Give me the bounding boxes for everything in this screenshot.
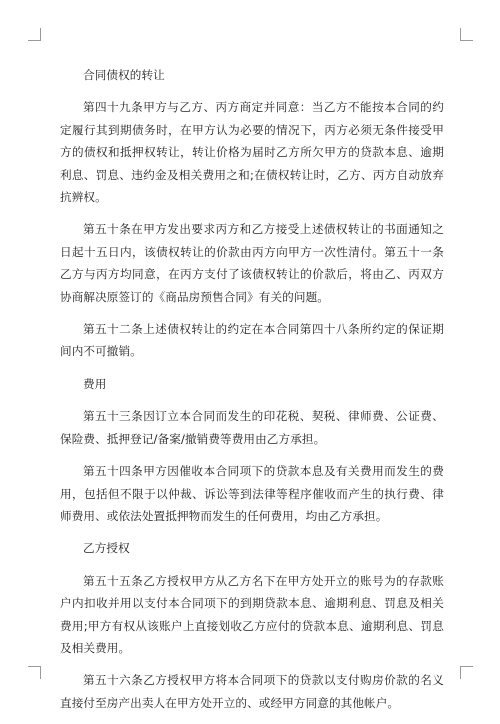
crop-mark-bottom-right [460,666,473,679]
section-heading-assignment: 合同债权的转让 [83,68,165,82]
clause-52: 第五十二条上述债权转让的约定在本合同第四十八条所约定的保证期间内不可撤销。 [60,322,444,359]
section-heading-authorization: 乙方授权 [83,541,130,556]
crop-mark-bottom-left [28,666,41,679]
clause-54: 第五十四条甲方因催收本合同项下的贷款本息及有关费用而发生的费用，包括但不限于以仲裁、诉讼等到法律等程序催收而产生的执行费、律师费用、或依法处置抵押物而发生的任何费用，均由乙方承担。 [60,464,444,523]
clause-50-51: 第五十条在甲方发出要求丙方和乙方接受上述债权转让的书面通知之日起十五日内，该债权转让的价款由丙方向甲方一次性清付。第五十一条乙方与丙方均同意，在丙方支付了该债权转让的价款后，将由乙、丙双方协商解决原签订的《商品房预售合同》有关的问题。 [60,222,444,304]
document-body [60,64,444,724]
crop-mark-top-left [28,28,41,41]
clause-53: 第五十三条因订立本合同而发生的印花税、契税、律师费、公证费、保险费、抵押登记/备案/撤销费等费用由乙方承担。 [60,409,444,446]
clause-55: 第五十五条乙方授权甲方从乙方名下在甲方处开立的账号为的存款账户内扣收并用以支付本合同项下的到期贷款本息、逾期利息、罚息及相关费用;甲方有权从该账户上直接划收乙方应付的贷款本息、逾期利息、罚息及相关费用。 [60,573,444,655]
clause-49: 第四十九条甲方与乙方、丙方商定并同意：当乙方不能按本合同的约定履行其到期债务时，在甲方认为必要的情况下，丙方必须无条件接受甲方的债权和抵押权转让，转让价格为届时乙方所欠甲方的贷款本息、逾期利息、罚息、违约金及相关费用之和;在债权转让时，乙方、丙方自动放弃抗辨权。 [60,100,444,205]
crop-mark-top-right [460,28,473,41]
clause-56: 第五十六条乙方授权甲方将本合同项下的贷款以支付购房价款的名义直接付至房产出卖人在甲方处开立的、或经甲方同意的其他帐户。 [60,673,444,710]
section-heading-fees: 费用 [83,376,107,391]
